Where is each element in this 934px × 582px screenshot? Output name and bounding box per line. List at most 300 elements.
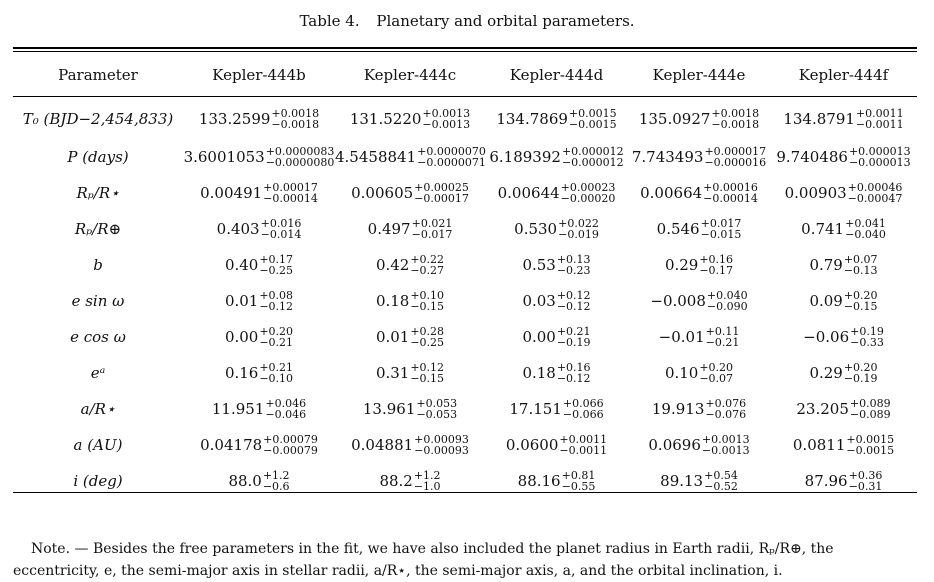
- lower-uncertainty: −0.017: [411, 228, 453, 241]
- lower-uncertainty: −0.15: [843, 300, 878, 313]
- value-cell: [628, 283, 770, 319]
- value-cell: [628, 211, 770, 247]
- value-cell: [770, 247, 917, 283]
- uncertainty: [414, 470, 441, 492]
- value: 0.10: [664, 364, 699, 382]
- value: 0.03: [522, 292, 556, 310]
- upper-uncertainty: +0.0018: [271, 107, 320, 120]
- lower-uncertainty: −0.015: [700, 228, 742, 241]
- uncertainty: [410, 326, 444, 348]
- upper-uncertainty: +0.07: [843, 253, 878, 266]
- upper-uncertainty: +0.0015: [846, 433, 895, 446]
- value-cell: [183, 355, 335, 391]
- note-text: — Besides the free parameters in the fit, we have also included the planet radius in Earth radii, Rₚ/R⊕, the eccentricity, e, the semi-major axis in stellar radii, a/R⋆, the semi-major axis, a, and the orbital inclination, i.: [13, 541, 834, 579]
- lower-uncertainty: −0.00017: [414, 192, 469, 205]
- lower-uncertainty: −0.31: [848, 480, 883, 493]
- value: 19.913: [651, 400, 705, 418]
- table-caption: [0, 12, 934, 30]
- upper-uncertainty: +0.12: [556, 289, 591, 302]
- lower-uncertainty: −0.0011: [559, 444, 608, 457]
- header-row: [13, 53, 917, 96]
- header-cell: Kepler-444d: [509, 65, 604, 84]
- uncertainty: [266, 146, 335, 168]
- value-cell: [485, 319, 628, 355]
- lower-uncertainty: −0.00093: [414, 444, 469, 457]
- value: 0.53: [522, 256, 556, 274]
- lower-uncertainty: −0.12: [556, 300, 591, 313]
- header-cell: Kepler-444e: [652, 65, 746, 84]
- lower-uncertainty: −0.00079: [263, 444, 318, 457]
- value-cell: [628, 247, 770, 283]
- upper-uncertainty: +0.20: [259, 325, 294, 338]
- lower-uncertainty: −0.0011: [855, 118, 904, 131]
- value-cell: [485, 355, 628, 391]
- value-cell: [628, 139, 770, 175]
- value-cell: [183, 139, 335, 175]
- value-cell: [183, 391, 335, 427]
- value: 4.5458841: [335, 148, 417, 166]
- uncertainty: [562, 146, 624, 168]
- lower-uncertainty: −0.23: [556, 264, 591, 277]
- lower-uncertainty: −0.15: [410, 372, 445, 385]
- value-cell: [485, 175, 628, 211]
- value: 0.42: [375, 256, 410, 274]
- uncertainty: [846, 434, 894, 456]
- table-row: [13, 463, 917, 499]
- value: 88.16: [517, 472, 561, 490]
- uncertainty: [849, 470, 883, 492]
- upper-uncertainty: +0.28: [410, 325, 445, 338]
- parameter-name: a/R⋆: [80, 400, 116, 418]
- lower-uncertainty: −0.07: [699, 372, 734, 385]
- value: 0.01: [224, 292, 259, 310]
- upper-uncertainty: +0.00017: [263, 181, 318, 194]
- uncertainty: [261, 218, 302, 240]
- value: −0.06: [803, 328, 850, 346]
- uncertainty: [259, 326, 293, 348]
- uncertainty: [557, 290, 591, 312]
- lower-uncertainty: −0.066: [562, 408, 604, 421]
- parameter-name: b: [93, 256, 103, 274]
- uncertainty: [845, 218, 886, 240]
- lower-uncertainty: −0.076: [705, 408, 747, 421]
- lower-uncertainty: −0.13: [843, 264, 878, 277]
- lower-uncertainty: −0.0015: [846, 444, 895, 457]
- parameter-name: Rₚ/R⋆: [76, 184, 120, 202]
- value-cell: [628, 355, 770, 391]
- value: 88.0: [228, 472, 262, 490]
- uncertainty: [263, 182, 318, 204]
- table-row: [13, 139, 917, 175]
- upper-uncertainty: +0.046: [265, 397, 307, 410]
- lower-uncertainty: −0.12: [556, 372, 591, 385]
- value: 0.01: [375, 328, 410, 346]
- uncertainty: [561, 182, 616, 204]
- upper-uncertainty: +0.00025: [414, 181, 469, 194]
- uncertainty: [707, 290, 748, 312]
- parameter-name: e sin ω: [71, 292, 125, 310]
- uncertainty: [259, 290, 293, 312]
- upper-uncertainty: +0.000017: [704, 145, 767, 158]
- value: 0.29: [809, 364, 843, 382]
- lower-uncertainty: −0.19: [556, 336, 591, 349]
- uncertainty: [563, 398, 604, 420]
- lower-uncertainty: −0.00020: [560, 192, 616, 205]
- value: 0.741: [801, 220, 845, 238]
- value-cell: [335, 391, 485, 427]
- value-cell: [770, 427, 917, 463]
- value-cell: [770, 391, 917, 427]
- parameters-table: [13, 53, 917, 499]
- value-cell: [183, 211, 335, 247]
- lower-uncertainty: −1.0: [413, 480, 441, 493]
- value-cell: [335, 355, 485, 391]
- upper-uncertainty: +0.0013: [701, 433, 750, 446]
- uncertainty: [705, 398, 746, 420]
- value-cell: [183, 96, 335, 139]
- upper-uncertainty: +0.20: [699, 361, 734, 374]
- value-cell: [485, 463, 628, 499]
- lower-uncertainty: −0.053: [416, 408, 458, 421]
- value: 0.31: [375, 364, 410, 382]
- upper-uncertainty: +0.0013: [422, 107, 471, 120]
- lower-uncertainty: −0.15: [410, 300, 445, 313]
- upper-uncertainty: +0.017: [700, 217, 742, 230]
- value: 0.497: [367, 220, 411, 238]
- lower-uncertainty: −0.21: [259, 336, 294, 349]
- lower-uncertainty: −0.6: [262, 480, 290, 493]
- uncertainty: [422, 108, 470, 130]
- upper-uncertainty: +0.16: [556, 361, 591, 374]
- uncertainty: [559, 434, 607, 456]
- lower-uncertainty: −0.19: [843, 372, 878, 385]
- value-cell: [335, 463, 485, 499]
- lower-uncertainty: −0.00047: [847, 192, 903, 205]
- table-row: [13, 391, 917, 427]
- value-cell: [628, 463, 770, 499]
- value-cell: [770, 355, 917, 391]
- uncertainty: [412, 218, 453, 240]
- value: 0.00: [224, 328, 259, 346]
- header-cell: Kepler-444b: [212, 65, 306, 84]
- upper-uncertainty: +0.021: [411, 217, 453, 230]
- value-cell: [770, 96, 917, 139]
- lower-uncertainty: −0.089: [849, 408, 891, 421]
- value-cell: [335, 175, 485, 211]
- upper-uncertainty: +0.022: [558, 217, 599, 230]
- header-cell: Parameter: [58, 65, 138, 84]
- upper-uncertainty: +0.20: [843, 289, 878, 302]
- parameter-name: T₀ (BJD−2,454,833): [22, 110, 174, 128]
- parameter-name: P (days): [67, 148, 129, 166]
- lower-uncertainty: −0.019: [558, 228, 599, 241]
- value-cell: [183, 283, 335, 319]
- parameter-name: i (deg): [73, 472, 123, 490]
- uncertainty: [263, 434, 318, 456]
- value: 87.96: [804, 472, 848, 490]
- uncertainty: [562, 470, 596, 492]
- value: −0.01: [658, 328, 705, 346]
- upper-uncertainty: +0.040: [706, 289, 748, 302]
- uncertainty: [259, 254, 293, 276]
- parameter-name: e cos ω: [70, 328, 126, 346]
- table-note: [13, 538, 919, 582]
- value: −0.008: [650, 292, 706, 310]
- upper-uncertainty: +0.54: [704, 469, 738, 482]
- upper-uncertainty: +0.0018: [711, 107, 760, 120]
- lower-uncertainty: −0.10: [259, 372, 294, 385]
- uncertainty: [703, 182, 758, 204]
- lower-uncertainty: −0.25: [259, 264, 294, 277]
- lower-uncertainty: −0.000013: [848, 156, 911, 169]
- uncertainty: [706, 326, 740, 348]
- upper-uncertainty: +0.066: [562, 397, 604, 410]
- uncertainty: [699, 254, 733, 276]
- table-number: Table 4.: [299, 12, 360, 30]
- uncertainty: [711, 108, 759, 130]
- value: 0.546: [656, 220, 700, 238]
- header-cell: Kepler-444f: [798, 65, 889, 84]
- value-cell: [485, 391, 628, 427]
- value: 0.00491: [200, 184, 263, 202]
- value: 6.189392: [489, 148, 561, 166]
- value: 131.5220: [349, 110, 422, 128]
- value-cell: [335, 319, 485, 355]
- lower-uncertainty: −0.0018: [271, 118, 320, 131]
- lower-uncertainty: −0.000016: [704, 156, 767, 169]
- upper-uncertainty: +0.19: [850, 325, 884, 338]
- parameter-name: Rₚ/R⊕: [74, 220, 122, 238]
- upper-uncertainty: +0.000012: [561, 145, 624, 158]
- upper-uncertainty: +0.10: [410, 289, 445, 302]
- upper-uncertainty: +1.2: [262, 469, 290, 482]
- value: 0.00903: [784, 184, 847, 202]
- lower-uncertainty: −0.000012: [561, 156, 624, 169]
- uncertainty: [850, 326, 884, 348]
- value: 0.04178: [200, 436, 263, 454]
- table-row: [13, 175, 917, 211]
- value: 134.8791: [783, 110, 855, 128]
- uncertainty: [569, 108, 617, 130]
- table-row: [13, 427, 917, 463]
- upper-uncertainty: +1.2: [413, 469, 441, 482]
- value: 9.740486: [776, 148, 848, 166]
- value: 11.951: [211, 400, 265, 418]
- value: 3.6001053: [183, 148, 265, 166]
- upper-uncertainty: +0.81: [561, 469, 596, 482]
- upper-uncertainty: +0.20: [843, 361, 878, 374]
- upper-uncertainty: +0.0000070: [417, 145, 486, 158]
- value: 23.205: [796, 400, 849, 418]
- uncertainty: [844, 362, 878, 384]
- value: 88.2: [379, 472, 413, 490]
- uncertainty: [271, 108, 319, 130]
- uncertainty: [702, 434, 750, 456]
- uncertainty: [557, 326, 591, 348]
- lower-uncertainty: −0.0018: [711, 118, 760, 131]
- value: 0.40: [224, 256, 259, 274]
- value-cell: [770, 319, 917, 355]
- value: 0.79: [809, 256, 843, 274]
- uncertainty: [849, 146, 911, 168]
- value: 0.00605: [351, 184, 414, 202]
- value: 0.403: [216, 220, 260, 238]
- upper-uncertainty: +0.16: [699, 253, 734, 266]
- uncertainty: [699, 362, 733, 384]
- uncertainty: [417, 146, 486, 168]
- value-cell: [183, 175, 335, 211]
- upper-uncertainty: +0.00093: [414, 433, 469, 446]
- value: 0.29: [664, 256, 699, 274]
- upper-uncertainty: +0.00016: [703, 181, 758, 194]
- value: 0.04881: [351, 436, 414, 454]
- upper-uncertainty: +0.17: [259, 253, 294, 266]
- lower-uncertainty: −0.014: [260, 228, 302, 241]
- value-cell: [183, 319, 335, 355]
- value: 13.961: [362, 400, 416, 418]
- value-cell: [628, 391, 770, 427]
- value-cell: [770, 211, 917, 247]
- uncertainty: [414, 182, 469, 204]
- value: 0.00664: [640, 184, 703, 202]
- parameter-name: eᵃ: [90, 364, 106, 382]
- upper-uncertainty: +0.0000083: [265, 145, 335, 158]
- lower-uncertainty: −0.00014: [703, 192, 758, 205]
- uncertainty: [844, 290, 878, 312]
- lower-uncertainty: −0.0000080: [265, 156, 335, 169]
- upper-uncertainty: +0.21: [259, 361, 294, 374]
- uncertainty: [414, 434, 469, 456]
- upper-uncertainty: +0.076: [705, 397, 747, 410]
- table-row: [13, 355, 917, 391]
- upper-uncertainty: +0.089: [849, 397, 891, 410]
- lower-uncertainty: −0.0013: [701, 444, 750, 457]
- value-cell: [628, 175, 770, 211]
- upper-uncertainty: +0.00079: [263, 433, 318, 446]
- table-title: Planetary and orbital parameters.: [376, 12, 635, 30]
- value-cell: [485, 247, 628, 283]
- value-cell: [485, 96, 628, 139]
- upper-uncertainty: +0.13: [556, 253, 591, 266]
- upper-uncertainty: +0.21: [556, 325, 591, 338]
- value: 0.0811: [792, 436, 846, 454]
- upper-uncertainty: +0.12: [410, 361, 445, 374]
- lower-uncertainty: −0.27: [410, 264, 445, 277]
- value: 0.00: [522, 328, 556, 346]
- value: 0.09: [809, 292, 843, 310]
- uncertainty: [701, 218, 742, 240]
- upper-uncertainty: +0.11: [705, 325, 740, 338]
- uncertainty: [410, 254, 444, 276]
- uncertainty: [856, 108, 904, 130]
- upper-uncertainty: +0.041: [845, 217, 886, 230]
- value: 0.18: [522, 364, 556, 382]
- table-row: [13, 96, 917, 139]
- lower-uncertainty: −0.040: [845, 228, 886, 241]
- upper-uncertainty: +0.00023: [560, 181, 616, 194]
- upper-uncertainty: +0.000013: [848, 145, 911, 158]
- value: 0.18: [375, 292, 410, 310]
- value-cell: [628, 427, 770, 463]
- value-cell: [485, 283, 628, 319]
- lower-uncertainty: −0.25: [410, 336, 445, 349]
- value: 133.2599: [198, 110, 271, 128]
- lower-uncertainty: −0.00014: [263, 192, 318, 205]
- value-cell: [335, 427, 485, 463]
- value: 134.7869: [496, 110, 568, 128]
- value-cell: [770, 139, 917, 175]
- value: 0.16: [224, 364, 259, 382]
- value-cell: [770, 175, 917, 211]
- upper-uncertainty: +0.0011: [559, 433, 608, 446]
- value-cell: [485, 139, 628, 175]
- uncertainty: [416, 398, 457, 420]
- lower-uncertainty: −0.52: [704, 480, 738, 493]
- uncertainty: [844, 254, 878, 276]
- uncertainty: [263, 470, 290, 492]
- upper-uncertainty: +0.22: [410, 253, 445, 266]
- value-cell: [485, 211, 628, 247]
- value-cell: [335, 283, 485, 319]
- value-cell: [183, 247, 335, 283]
- upper-uncertainty: +0.0015: [568, 107, 617, 120]
- uncertainty: [558, 218, 599, 240]
- header-cell: Kepler-444c: [363, 65, 457, 84]
- value: 0.530: [514, 220, 558, 238]
- table-row: [13, 247, 917, 283]
- value-cell: [628, 96, 770, 139]
- upper-uncertainty: +0.00046: [847, 181, 903, 194]
- lower-uncertainty: −0.090: [706, 300, 748, 313]
- uncertainty: [848, 182, 903, 204]
- parameter-name: a (AU): [73, 436, 123, 454]
- lower-uncertainty: −0.12: [259, 300, 294, 313]
- value: 0.00644: [497, 184, 560, 202]
- lower-uncertainty: −0.0000071: [417, 156, 486, 169]
- table-body: [13, 96, 917, 499]
- value-cell: [485, 427, 628, 463]
- value-cell: [770, 283, 917, 319]
- upper-uncertainty: +0.0011: [855, 107, 904, 120]
- value: 0.0600: [505, 436, 559, 454]
- value: 89.13: [660, 472, 704, 490]
- value: 0.0696: [648, 436, 701, 454]
- lower-uncertainty: −0.55: [561, 480, 596, 493]
- note-lead: Note.: [31, 541, 71, 557]
- lower-uncertainty: −0.0015: [568, 118, 617, 131]
- uncertainty: [410, 290, 444, 312]
- value-cell: [183, 427, 335, 463]
- uncertainty: [850, 398, 891, 420]
- upper-uncertainty: +0.36: [848, 469, 883, 482]
- value: 17.151: [509, 400, 562, 418]
- value-cell: [628, 319, 770, 355]
- value: 135.0927: [638, 110, 711, 128]
- value-cell: [335, 211, 485, 247]
- lower-uncertainty: −0.21: [705, 336, 740, 349]
- table-row: [13, 319, 917, 355]
- uncertainty: [704, 470, 738, 492]
- upper-uncertainty: +0.016: [260, 217, 302, 230]
- uncertainty: [557, 254, 591, 276]
- uncertainty: [557, 362, 591, 384]
- uncertainty: [259, 362, 293, 384]
- upper-uncertainty: +0.053: [416, 397, 458, 410]
- top-rule-double: [13, 51, 917, 52]
- value-cell: [770, 463, 917, 499]
- value-cell: [335, 139, 485, 175]
- lower-uncertainty: −0.17: [699, 264, 734, 277]
